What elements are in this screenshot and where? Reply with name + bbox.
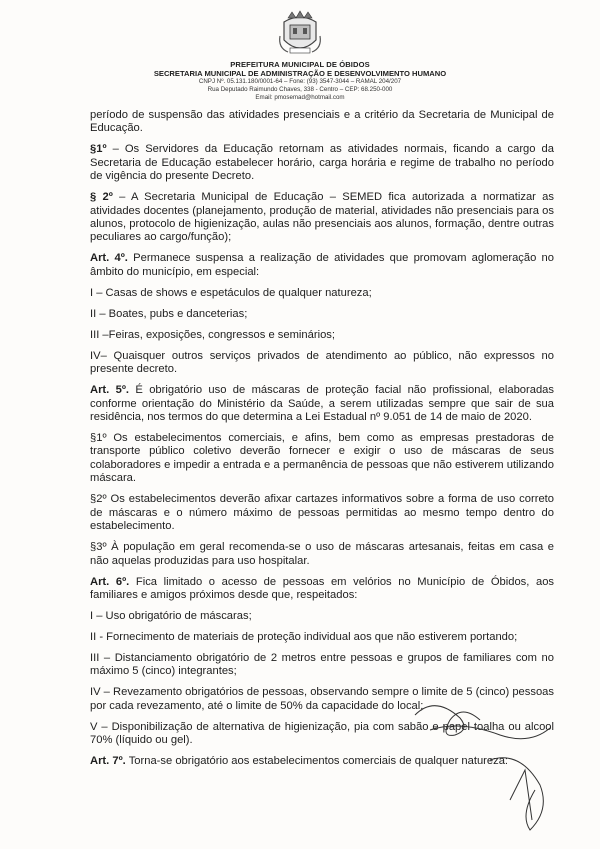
paragraph-lead: Art. 7º. [90,755,126,768]
paragraph-text: – Os Servidores da Educação retornam as atividades normais, ficando a cargo da Secretaria de Educação estabelecer horário, carga horária e regime de trabalho no período de vigência do presente Decreto. [90,143,554,183]
paragraph [90,287,554,300]
paragraph-text: §2º Os estabelecimentos deverão afixar cartazes informativos sobre a forma de uso correto de máscaras e o número máximo de pessoas permitidas ao mesmo tempo dentro do estabelecimento. [90,493,554,533]
paragraph-text: É obrigatório uso de máscaras de proteção facial não profissional, elaboradas conforme orientação do Ministério da Saúde, a serem utilizadas sempre que sair de sua residência, nos termos do que determina a Lei Estadual nº 9.051 de 14 de maio de 2020. [90,384,555,424]
document-body [90,109,554,776]
paragraph-lead: Art. 5º. [90,384,130,397]
paragraph-text: §1º Os estabelecimentos comerciais, e afins, bem como as empresas prestadoras de transporte público coletivo deverão fornecer e exigir o uso de máscaras de seus colaboradores e impedir a entrada e a permanência de pessoas que não estiverem utilizando máscara. [90,432,554,485]
letterhead [0,8,600,102]
paragraph [90,109,554,136]
paragraph-text: Fica limitado o acesso de pessoas em velórios no Município de Óbidos, aos familiares e amigos próximos desde que, respeitados: [90,575,555,601]
paragraph-text: IV – Revezamento obrigatórios de pessoas, observando sempre o limite de 5 (cinco) pessoas por cada revezamento, até o limite de 50% da capacidade do local; [90,686,554,712]
paragraph-text: III – Distanciamento obrigatório de 2 metros entre pessoas e grupos de familiares com no máximo 5 (cinco) integrantes; [90,651,554,678]
paragraph [90,432,554,486]
paragraph [90,652,554,679]
paragraph-lead: § 2º [90,191,113,204]
paragraph-text: Permanece suspensa a realização de atividades que promovam aglomeração no âmbito do município, em especial: [90,252,554,278]
paragraph-text: I – Uso obrigatório de máscaras; [90,609,252,622]
municipal-crest-icon [276,8,324,58]
paragraph-lead: Art. 4º. [90,252,128,265]
header-line1: PREFEITURA MUNICIPAL DE ÓBIDOS [230,60,370,69]
header-email: Email: pmosemad@hotmail.com [255,94,345,101]
header-line4: Rua Deputado Raimundo Chaves, 338 - Centro – CEP: 68.250-000 [207,86,393,93]
paragraph-text: §3º À população em geral recomenda-se o uso de máscaras artesanais, feitas em casa e não aquelas produzidas para uso hospitalar. [90,541,554,567]
paragraph-text: I – Casas de shows e espetáculos de qualquer natureza; [90,286,372,299]
header-line3: CNPJ Nº. 05.131.180/0001-64 – Fone: (93) 3547-3044 – RAMAL 204/207 [198,78,402,85]
paragraph [90,541,554,568]
paragraph-text: – A Secretaria Municipal de Educação – SEMED fica autorizada a normatizar as atividades docentes (planejamento, produção de material, atividades não presenciais para os alunos, protocolo de higienização, aulas não presenciais aos alunos, formação, dentre outras peculiares ao cargo/função); [90,191,554,244]
paragraph-text: V – Disponibilização de alternativa de higienização, pia com sabão e papel toalha ou alcool 70% (líquido ou gel). [90,720,554,747]
paragraph-text: IV– Quaisquer outros serviços privados de atendimento ao público, não expressos no presente decreto. [90,349,554,376]
paragraph [90,350,554,377]
paragraph [90,329,554,342]
header-line2: SECRETARIA MUNICIPAL DE ADMINISTRAÇÃO E DESENVOLVIMENTO HUMANO [153,69,447,78]
paragraph [90,191,554,245]
paragraph-text: Torna-se obrigatório aos estabelecimentos comerciais de qualquer natureza: [125,755,509,768]
paragraph [90,308,554,321]
signature-icon [400,690,570,840]
paragraph [90,610,554,623]
paragraph-lead: §1º [90,143,107,156]
paragraph [90,631,554,644]
paragraph [90,143,554,183]
paragraph-text: período de suspensão das atividades presenciais e a critério da Secretaria de Municipal de Educação. [90,109,554,135]
paragraph [90,576,554,603]
paragraph-text: II - Fornecimento de materiais de proteção individual aos que não estiverem portando; [90,630,518,643]
paragraph-lead: Art. 6º. [90,575,130,588]
paragraph-text: II – Boates, pubs e danceterias; [90,307,248,320]
paragraph [90,493,554,533]
paragraph-text: III –Feiras, exposições, congressos e seminários; [90,328,335,341]
paragraph [90,384,554,424]
paragraph [90,252,554,279]
